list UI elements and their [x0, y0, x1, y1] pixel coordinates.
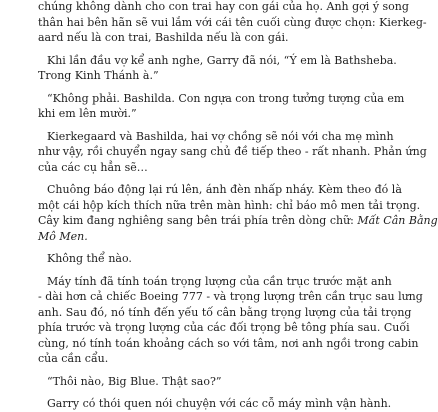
- text-line: thân hai bên hãn sẽ vui lắm với cái tên cuối cùng được chọn: Kierkeg-: [38, 15, 427, 29]
- italic-phrase: Mất Cân Bằng: [357, 214, 438, 227]
- text-line: của cần cẩu.: [38, 352, 109, 365]
- paragraph-bathsheba: [38, 53, 397, 84]
- text-line: như vậy, rồi chuyển ngay sang chủ đề tiếp theo - rất nhanh. Phản ứng: [38, 145, 427, 158]
- text-line: Trong Kinh Thánh à.”: [38, 69, 159, 82]
- paragraph-continued: [38, 0, 427, 46]
- text-line: Cây kim đang nghiêng sang bên trái phía trên dòng chữ: Mất Cân Bằng: [38, 214, 438, 227]
- paragraph-alarm: [38, 182, 438, 244]
- paragraph-computer: [38, 274, 423, 367]
- text-line: aard nếu là con trai, Bashilda nếu là con gái.: [38, 31, 289, 44]
- italic-phrase: Mô Men.: [38, 229, 88, 243]
- text-line: cùng, nó tính toán khoảng cách so với tâm, nơi anh ngồi trong cabin: [38, 336, 419, 350]
- book-page: [38, 0, 438, 412]
- text-line: Máy tính đã tính toán trọng lượng của cần trục trước mặt anh: [47, 274, 392, 288]
- text-line: “Không phải. Bashilda. Con ngựa con trong tưởng tượng của em: [47, 91, 405, 105]
- paragraph-bashilda: [38, 91, 405, 122]
- text-line: phía trước và trọng lượng của các đối trọng bê tông phía sau. Cuối: [38, 321, 410, 334]
- paragraph-impossible: [38, 251, 380, 267]
- text-line: Garry có thói quen nói chuyện với các cỗ máy mình vận hành.: [47, 397, 392, 410]
- paragraph-garry-habit: [38, 396, 392, 412]
- text-line: Khi lần đầu vợ kể anh nghe, Garry đã nói, “Ý em là Bathsheba.: [47, 53, 397, 67]
- text-line: chúng không dành cho con trai hay con gái của họ. Anh gợi ý song: [38, 0, 409, 13]
- text-line: khi em lên mười.”: [38, 107, 137, 120]
- text-line: - dài hơn cả chiếc Boeing 777 - và trọng lượng trên cần trục sau lưng: [38, 290, 423, 303]
- text-line: “Thôi nào, Big Blue. Thật sao?”: [47, 374, 222, 388]
- text-line: [38, 229, 380, 245]
- text-line: anh. Sau đó, nó tính đến yếu tố cân bằng trọng lượng của tải trọng: [38, 305, 412, 319]
- text-line: một cái hộp kích thích nữa trên màn hình: chỉ báo mô men tải trọng.: [38, 198, 421, 212]
- paragraph-big-blue: [38, 374, 380, 390]
- text-line: Không thể nào.: [47, 252, 132, 265]
- text-line: của các cụ hẳn sẽ…: [38, 160, 148, 174]
- paragraph-kierkegaard: [38, 129, 427, 176]
- text-line: Chuông báo động lại rú lên, ánh đèn nhấp nháy. Kèm theo đó là: [47, 183, 402, 196]
- text-line: Kierkegaard và Bashilda, hai vợ chồng sẽ nói với cha mẹ mình: [47, 129, 394, 143]
